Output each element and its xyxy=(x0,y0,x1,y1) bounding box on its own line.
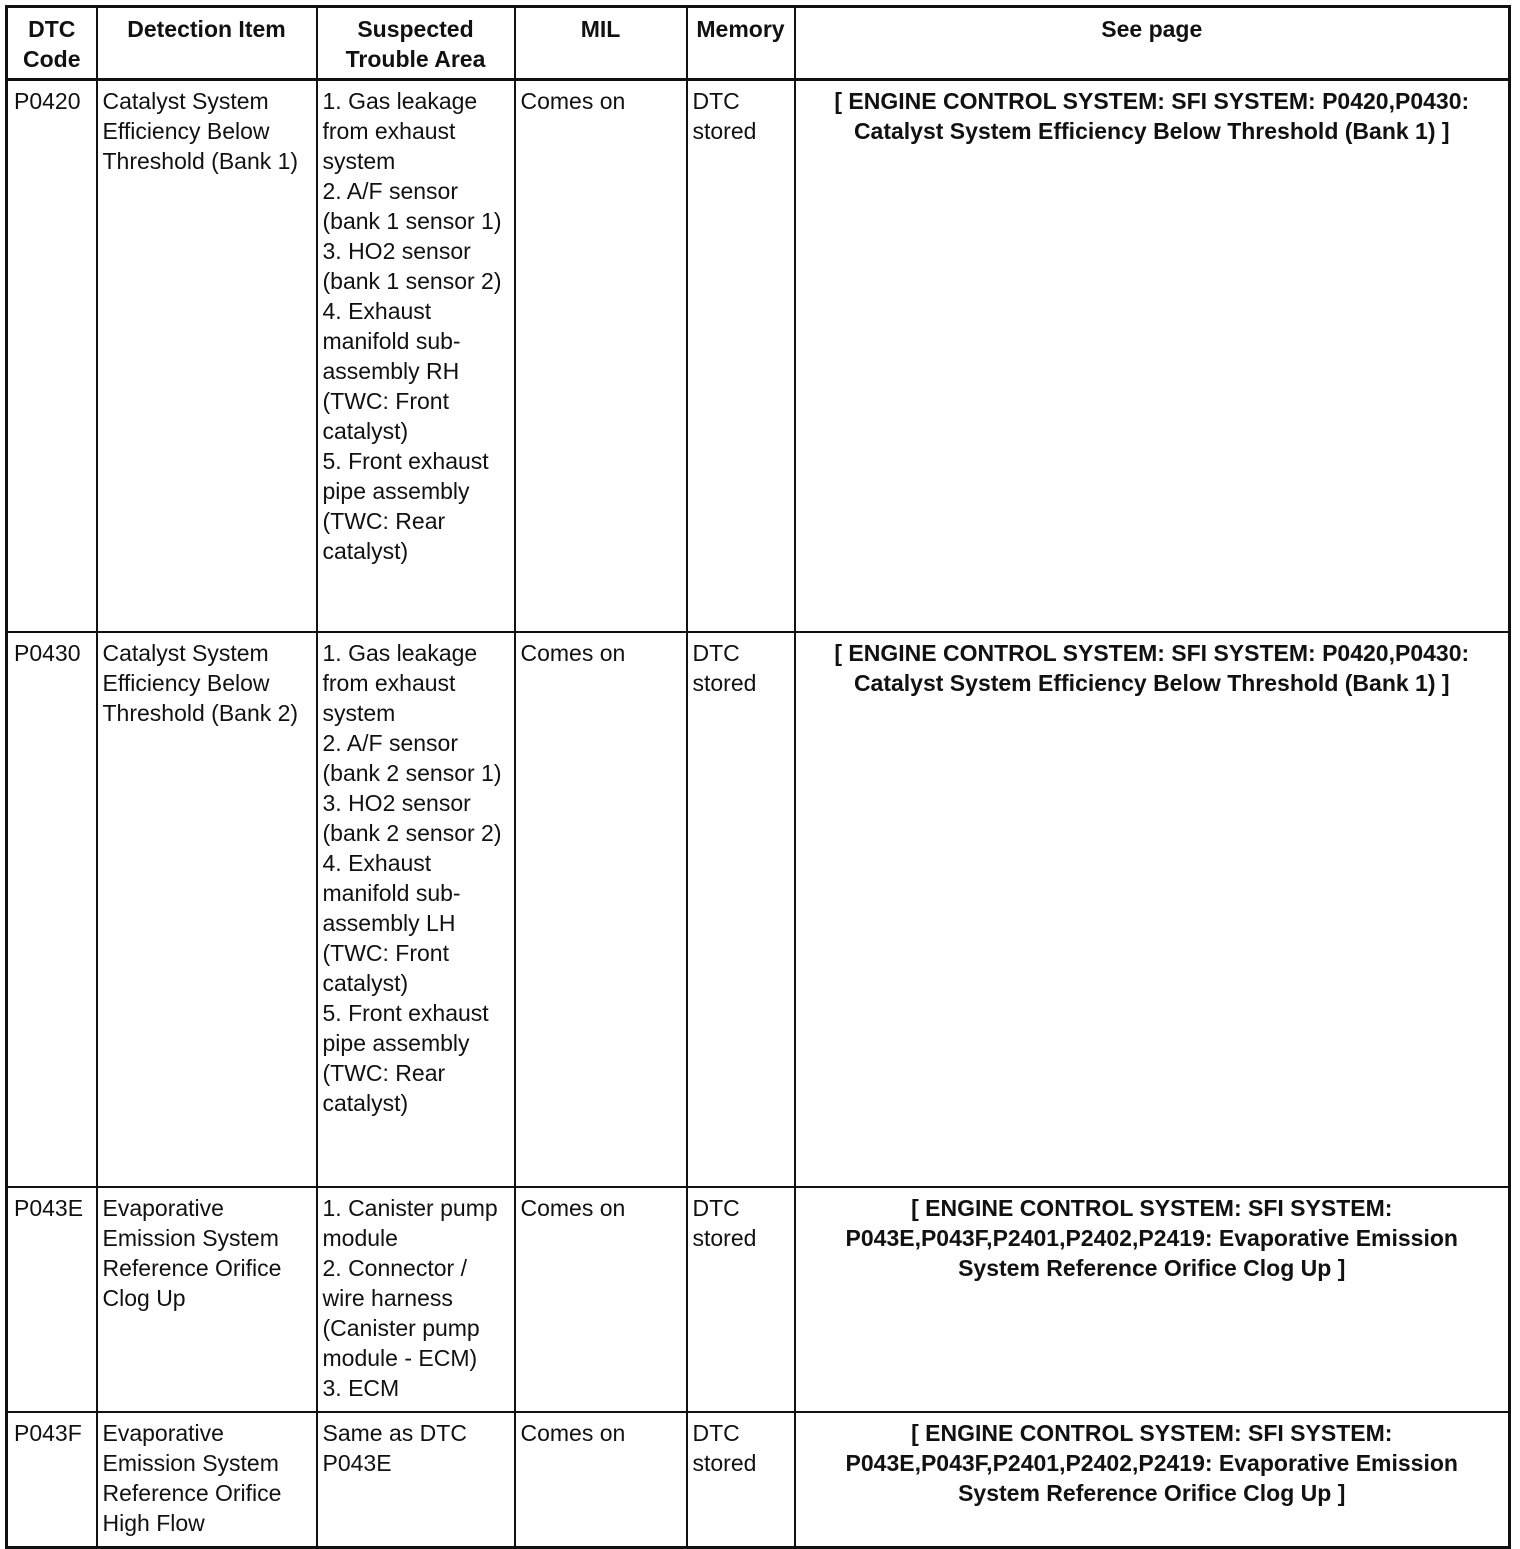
header-dtc-code: DTC Code xyxy=(7,7,97,80)
dtc-table xyxy=(5,5,1511,1549)
header-mil: MIL xyxy=(515,7,687,80)
trouble-area-item: 2. Connector / wire harness (Canister pump module - ECM) xyxy=(322,1255,480,1371)
table-row xyxy=(7,1187,1510,1412)
trouble-area-item: 1. Gas leakage from exhaust system xyxy=(322,88,478,174)
see-page-link[interactable]: [ ENGINE CONTROL SYSTEM: SFI SYSTEM: P0420,P0430: Catalyst System Efficiency Below Threshold (Bank 1) ] xyxy=(795,80,1510,633)
trouble-area-item: 4. Exhaust manifold sub-assembly LH (TWC: Front catalyst) xyxy=(322,850,461,996)
trouble-area-item: 2. A/F sensor (bank 1 sensor 1) xyxy=(322,178,502,234)
trouble-area-item: 5. Front exhaust pipe assembly (TWC: Rear catalyst) xyxy=(322,1000,489,1116)
mil-cell: Comes on xyxy=(515,1412,687,1548)
dtc-code-cell: P043E xyxy=(7,1187,97,1412)
memory-cell: DTC stored xyxy=(687,1412,795,1548)
mil-cell: Comes on xyxy=(515,1187,687,1412)
dtc-code-cell: P0420 xyxy=(7,80,97,633)
dtc-code-cell: P0430 xyxy=(7,632,97,1187)
trouble-area-cell xyxy=(317,1187,515,1412)
trouble-area-item: 3. HO2 sensor (bank 2 sensor 2) xyxy=(322,790,502,846)
trouble-area-item: 3. ECM xyxy=(322,1375,400,1401)
mil-cell: Comes on xyxy=(515,80,687,633)
table-row xyxy=(7,1412,1510,1548)
table-row xyxy=(7,80,1510,633)
trouble-area-cell xyxy=(317,80,515,633)
detection-item-cell: Catalyst System Efficiency Below Threshold (Bank 2) xyxy=(97,632,317,1187)
trouble-area-item: 1. Canister pump module xyxy=(322,1195,498,1251)
table-row xyxy=(7,632,1510,1187)
detection-item-cell: Evaporative Emission System Reference Orifice High Flow xyxy=(97,1412,317,1548)
trouble-area-cell xyxy=(317,1412,515,1548)
dtc-code-cell: P043F xyxy=(7,1412,97,1548)
trouble-area-item: 3. HO2 sensor (bank 1 sensor 2) xyxy=(322,238,502,294)
see-page-link[interactable]: [ ENGINE CONTROL SYSTEM: SFI SYSTEM: P043E,P043F,P2401,P2402,P2419: Evaporative Emission System Reference Orifice Clog Up ] xyxy=(795,1412,1510,1548)
header-see-page: See page xyxy=(795,7,1510,80)
mil-cell: Comes on xyxy=(515,632,687,1187)
header-memory: Memory xyxy=(687,7,795,80)
trouble-area-item: 5. Front exhaust pipe assembly (TWC: Rear catalyst) xyxy=(322,448,489,564)
see-page-link[interactable]: [ ENGINE CONTROL SYSTEM: SFI SYSTEM: P0420,P0430: Catalyst System Efficiency Below Threshold (Bank 1) ] xyxy=(795,632,1510,1187)
memory-cell: DTC stored xyxy=(687,80,795,633)
trouble-area-item: 4. Exhaust manifold sub-assembly RH (TWC: Front catalyst) xyxy=(322,298,461,444)
memory-cell: DTC stored xyxy=(687,1187,795,1412)
detection-item-cell: Catalyst System Efficiency Below Threshold (Bank 1) xyxy=(97,80,317,633)
trouble-area-item: 1. Gas leakage from exhaust system xyxy=(322,640,478,726)
trouble-area-cell xyxy=(317,632,515,1187)
table-header-row xyxy=(7,7,1510,80)
header-detection-item: Detection Item xyxy=(97,7,317,80)
trouble-area-item: Same as DTC P043E xyxy=(322,1420,467,1476)
detection-item-cell: Evaporative Emission System Reference Orifice Clog Up xyxy=(97,1187,317,1412)
see-page-link[interactable]: [ ENGINE CONTROL SYSTEM: SFI SYSTEM: P043E,P043F,P2401,P2402,P2419: Evaporative Emission System Reference Orifice Clog Up ] xyxy=(795,1187,1510,1412)
header-suspected-trouble-area: Suspected Trouble Area xyxy=(317,7,515,80)
memory-cell: DTC stored xyxy=(687,632,795,1187)
trouble-area-item: 2. A/F sensor (bank 2 sensor 1) xyxy=(322,730,502,786)
